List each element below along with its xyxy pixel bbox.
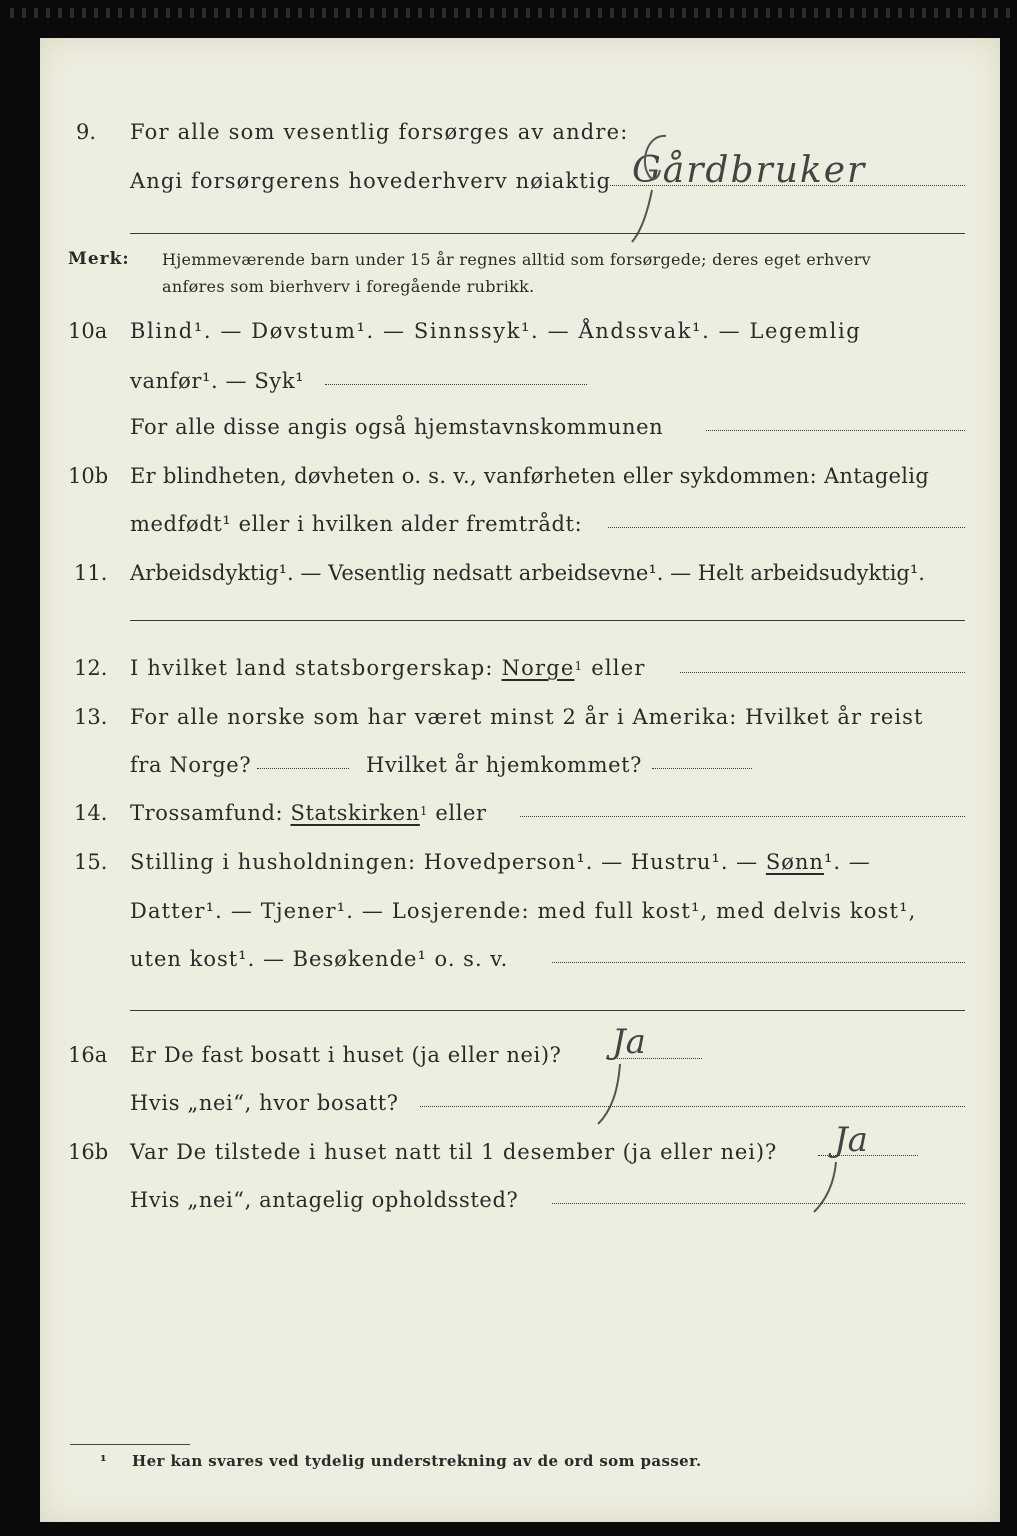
ruler-tick (454, 8, 458, 18)
q11-number: 11. (74, 561, 108, 585)
ruler-tick (934, 8, 938, 18)
ruler-tick (790, 8, 794, 18)
q10b-line2: medfødt¹ eller i hvilken alder fremtrådt: (130, 512, 583, 536)
ruler-tick (214, 8, 218, 18)
q10a-syk-line (325, 384, 587, 385)
q14-prefix: Trossamfund: (130, 801, 284, 825)
ruler-tick (106, 8, 110, 18)
q13-line2b: Hvilket år hjemkommet? (366, 753, 643, 777)
ruler-tick (610, 8, 614, 18)
q10b-answer-line (608, 527, 965, 528)
ruler-tick (634, 8, 638, 18)
q15-extra-line (130, 1010, 965, 1011)
q16a-bosatt-line (420, 1106, 965, 1107)
ruler-tick (766, 8, 770, 18)
ruler-tick (286, 8, 290, 18)
ruler-tick (658, 8, 662, 18)
ruler-tick (1006, 8, 1010, 18)
ruler-tick (838, 8, 842, 18)
ruler-tick (394, 8, 398, 18)
q16a-handwritten-answer: Ja (612, 1022, 646, 1062)
ruler-tick (802, 8, 806, 18)
q12-suffix: eller (591, 656, 646, 680)
q16a-line1: Er De fast bosatt i huset (ja eller nei)? (130, 1043, 562, 1067)
ruler-tick (298, 8, 302, 18)
q15-line3: uten kost¹. — Besøkende¹ o. s. v. (130, 947, 509, 971)
q14-underlined-statskirken: Statskirken (290, 801, 420, 825)
ruler-tick (34, 8, 38, 18)
ruler-tick (142, 8, 146, 18)
ruler-tick (958, 8, 962, 18)
q15-line1-prefix: Stilling i husholdningen: Hovedperson¹. — Hustru¹. — (130, 850, 759, 874)
q12-answer-line (680, 672, 965, 673)
ruler-tick (418, 8, 422, 18)
ruler-tick (742, 8, 746, 18)
q13-line2a: fra Norge? (130, 753, 252, 777)
q9-number: 9. (76, 120, 97, 144)
merk-label: Merk: (68, 249, 130, 269)
ruler-tick (778, 8, 782, 18)
q15-line1 (130, 849, 871, 875)
ruler-tick (250, 8, 254, 18)
q16a-number: 16a (68, 1043, 108, 1067)
ruler-tick (910, 8, 914, 18)
q10a-number: 10a (68, 319, 108, 343)
q9-handwriting-flourish (618, 130, 678, 250)
ruler-tick (334, 8, 338, 18)
ruler-tick (514, 8, 518, 18)
ruler-tick (550, 8, 554, 18)
q16b-opholdssted-line (552, 1203, 965, 1204)
ruler-tick (826, 8, 830, 18)
ruler-tick (526, 8, 530, 18)
ruler-tick (10, 8, 14, 18)
q9-line1: For alle som vesentlig forsørges av andre: (130, 120, 629, 144)
q16b-handwritten-answer: Ja (834, 1120, 868, 1160)
q16a-line2: Hvis „nei“, hvor bosatt? (130, 1091, 399, 1115)
ruler-tick (358, 8, 362, 18)
q10a-line2: vanfør¹. — Syk¹ (130, 369, 305, 393)
ruler-tick (466, 8, 470, 18)
q9-handwritten-answer: Gårdbruker (632, 150, 867, 191)
ruler-tick (982, 8, 986, 18)
q16a-handwriting-stroke (592, 1060, 632, 1130)
ruler-tick (118, 8, 122, 18)
ruler-tick (154, 8, 158, 18)
ruler-tick (238, 8, 242, 18)
ruler-tick (442, 8, 446, 18)
ruler-tick (490, 8, 494, 18)
q9-extra-line (130, 233, 965, 234)
ruler-tick (646, 8, 650, 18)
ruler-tick (70, 8, 74, 18)
ruler-tick (478, 8, 482, 18)
q13-number: 13. (74, 705, 108, 729)
ruler-tick (730, 8, 734, 18)
q16b-handwriting-stroke (806, 1158, 846, 1218)
ruler-tick (562, 8, 566, 18)
ruler-tick (430, 8, 434, 18)
q10b-line1: Er blindheten, døvheten o. s. v., vanførheten eller sykdommen: Antagelig (130, 464, 930, 488)
ruler-tick (346, 8, 350, 18)
ruler-tick (202, 8, 206, 18)
ruler-tick (970, 8, 974, 18)
ruler-tick (574, 8, 578, 18)
ruler-tick (310, 8, 314, 18)
q14-line: Trossamfund: Statskirken$^1$ eller (130, 801, 487, 825)
q14-answer-line (520, 816, 965, 817)
ruler-tick (706, 8, 710, 18)
scan-ruler (0, 0, 1017, 30)
ruler-tick (862, 8, 866, 18)
q10b-number: 10b (68, 464, 109, 488)
ruler-tick (178, 8, 182, 18)
q12-underlined-norge: Norge (501, 656, 575, 680)
ruler-tick (946, 8, 950, 18)
q11-answer-line (130, 620, 965, 621)
ruler-tick (682, 8, 686, 18)
ruler-tick (94, 8, 98, 18)
ruler-tick (694, 8, 698, 18)
ruler-tick (922, 8, 926, 18)
ruler-tick (814, 8, 818, 18)
q12-prefix: I hvilket land statsborgerskap: (130, 656, 494, 680)
ruler-tick (898, 8, 902, 18)
q15-line2: Datter¹. — Tjener¹. — Losjerende: med full kost¹, med delvis kost¹, (130, 899, 917, 923)
footnote-rule (70, 1444, 190, 1445)
q13-hjemkommet-line (652, 768, 752, 769)
q16a-answer-line (606, 1058, 702, 1059)
ruler-tick (886, 8, 890, 18)
q12-number: 12. (74, 656, 108, 680)
ruler-tick (82, 8, 86, 18)
q15-line1-suffix: ¹. — (823, 850, 871, 874)
ruler-tick (586, 8, 590, 18)
q16b-answer-line (818, 1155, 918, 1156)
q9-line2: Angi forsørgerens hovederhverv nøiaktig (130, 169, 612, 193)
ruler-tick (994, 8, 998, 18)
merk-line2: anføres som bierhverv i foregående rubrikk. (162, 277, 535, 296)
q15-number: 15. (74, 850, 108, 874)
q14-number: 14. (74, 801, 108, 825)
q10a-line3: For alle disse angis også hjemstavnskommunen (130, 415, 664, 439)
q13-reist-line (257, 768, 349, 769)
q13-line1: For alle norske som har været minst 2 år i Amerika: Hvilket år reist (130, 705, 924, 729)
ruler-tick (382, 8, 386, 18)
ruler-tick (538, 8, 542, 18)
q16b-number: 16b (68, 1140, 109, 1164)
q12-line: I hvilket land statsborgerskap: Norge$^1$ eller (130, 656, 646, 680)
ruler-tick (22, 8, 26, 18)
ruler-tick (622, 8, 626, 18)
ruler-tick (850, 8, 854, 18)
q16b-line1: Var De tilstede i huset natt til 1 desember (ja eller nei)? (130, 1140, 778, 1164)
ruler-tick (226, 8, 230, 18)
ruler-tick (58, 8, 62, 18)
merk-line1: Hjemmeværende barn under 15 år regnes alltid som forsørgede; deres eget erhverv (162, 250, 871, 269)
q16b-line2: Hvis „nei“, antagelig opholdssted? (130, 1188, 519, 1212)
ruler-tick (190, 8, 194, 18)
footnote-text: Her kan svares ved tydelig understrekning av de ord som passer. (132, 1452, 702, 1470)
ruler-tick (46, 8, 50, 18)
ruler-tick (322, 8, 326, 18)
ruler-tick (718, 8, 722, 18)
q11-line1: Arbeidsdyktig¹. — Vesentlig nedsatt arbeidsevne¹. — Helt arbeidsudyktig¹. (130, 561, 925, 585)
q10a-line1: Blind¹. — Døvstum¹. — Sinnssyk¹. — Åndssvak¹. — Legemlig (130, 319, 862, 343)
ruler-tick (502, 8, 506, 18)
q15-underlined-sonn: Sønn (765, 850, 824, 874)
q10a-kommune-line (706, 430, 965, 431)
q15-answer-line (552, 962, 965, 963)
ruler-tick (262, 8, 266, 18)
ruler-tick (754, 8, 758, 18)
ruler-tick (130, 8, 134, 18)
ruler-tick (370, 8, 374, 18)
ruler-tick (598, 8, 602, 18)
ruler-tick (406, 8, 410, 18)
ruler-tick (166, 8, 170, 18)
ruler-tick (874, 8, 878, 18)
footnote-marker: ¹ (100, 1452, 107, 1470)
ruler-tick (274, 8, 278, 18)
ruler-tick (670, 8, 674, 18)
q14-suffix: eller (435, 801, 487, 825)
